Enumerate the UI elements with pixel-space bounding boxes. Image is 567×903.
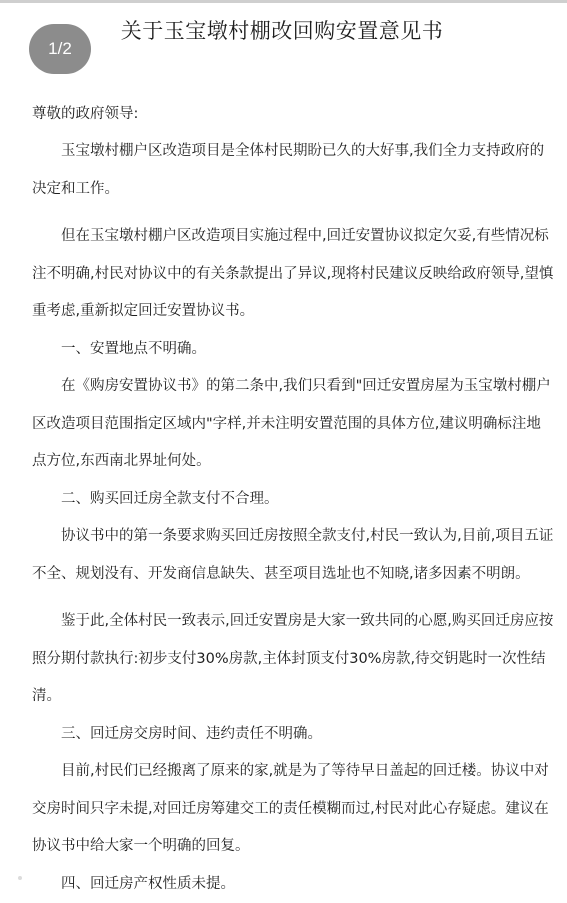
- section-heading-location: 一、安置地点不明确。: [32, 331, 555, 369]
- paragraph-delivery: 目前,村民们已经搬离了原来的家,就是为了等待早日盖起的回迁楼。协议中对交房时间只字未提,对回迁房筹建交工的责任模糊而过,村民对此心存疑虑。建议在协议书中给大家一个明确的回复。: [32, 753, 555, 866]
- document-body: [32, 95, 555, 903]
- document-title: 关于玉宝墩村棚改回购安置意见书: [62, 16, 502, 46]
- paragraph-payment: 协议书中的第一条要求购买回迁房按照全款支付,村民一致认为,目前,项目五证不全、规划没有、开发商信息缺失、甚至项目选址也不知晓,诸多因素不明朗。: [32, 518, 555, 593]
- section-heading-property-rights: 四、回迁房产权性质未提。: [32, 866, 555, 903]
- paragraph-issues-intro: 但在玉宝墩村棚户区改造项目实施过程中,回迁安置协议拟定欠妥,有些情况标注不明确,村民对协议中的有关条款提出了异议,现将村民建议反映给政府领导,望慎重考虑,重新拟定回迁安置协议书。: [32, 218, 555, 331]
- section-heading-payment: 二、购买回迁房全款支付不合理。: [32, 481, 555, 519]
- section-heading-delivery: 三、回迁房交房时间、违约责任不明确。: [32, 716, 555, 754]
- salutation: 尊敬的政府领导:: [32, 95, 555, 133]
- paragraph-installments: 鉴于此,全体村民一致表示,回迁安置房是大家一致共同的心愿,购买回迁房应按照分期付款执行:初步支付30%房款,主体封顶支付30%房款,待交钥匙时一次性结清。: [32, 603, 555, 716]
- page-top-edge: [0, 0, 567, 3]
- page-corner-mark: [18, 876, 22, 880]
- paragraph-location: 在《购房安置协议书》的第二条中,我们只看到"回迁安置房屋为玉宝墩村棚户区改造项目范围指定区域内"字样,并未注明安置范围的具体方位,建议明确标注地点方位,东西南北界址何处。: [32, 368, 555, 481]
- page-indicator-badge[interactable]: 1/2: [29, 24, 91, 74]
- paragraph-support: 玉宝墩村棚户区改造项目是全体村民期盼已久的大好事,我们全力支持政府的决定和工作。: [32, 133, 555, 208]
